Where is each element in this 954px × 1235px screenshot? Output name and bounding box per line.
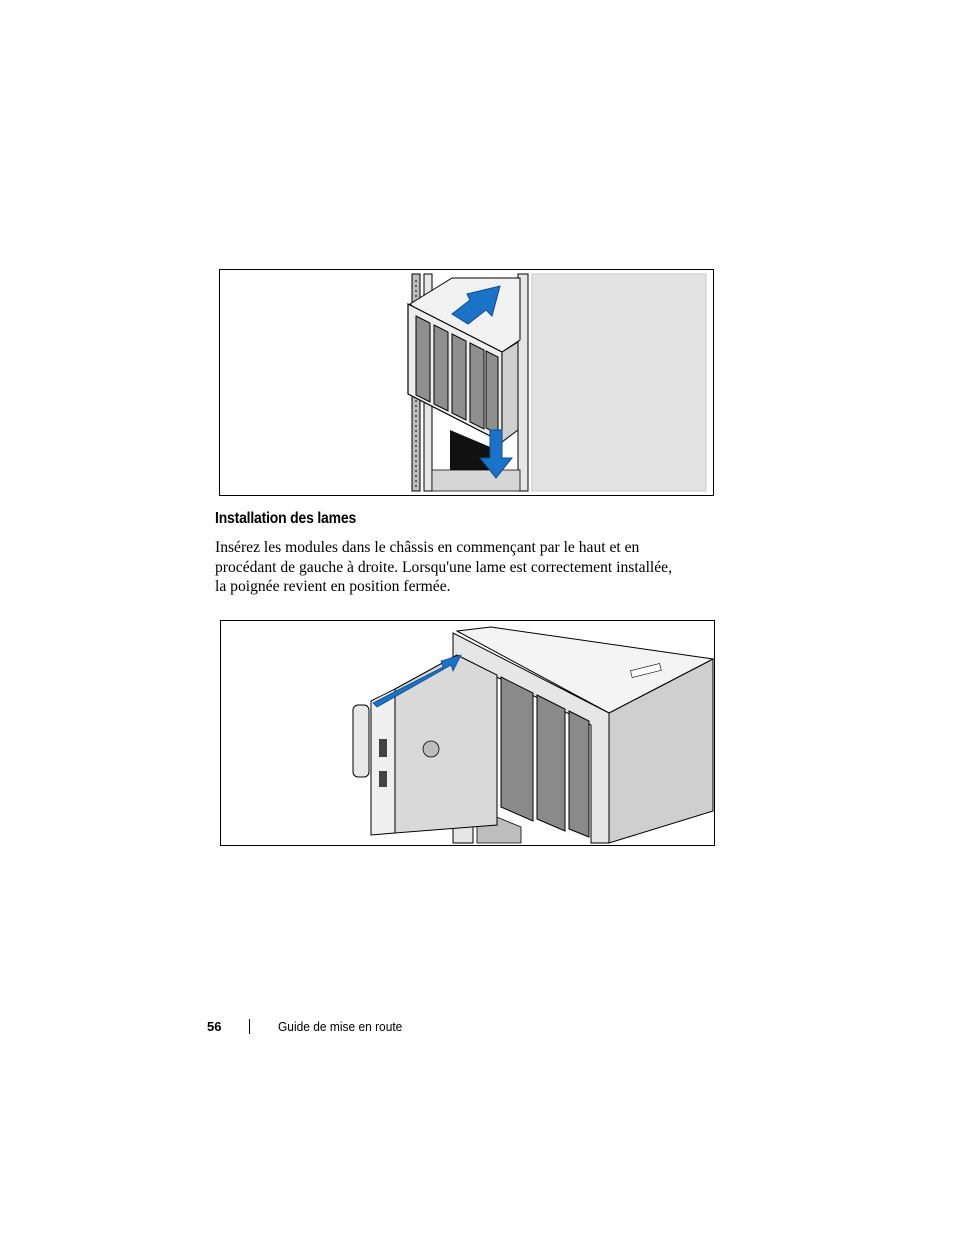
chassis-into-rack-illustration bbox=[219, 269, 714, 496]
footer-divider bbox=[249, 1019, 250, 1034]
blade-slot bbox=[537, 695, 565, 831]
chassis-rack-drawing bbox=[220, 270, 713, 495]
rack-side-panel bbox=[532, 274, 706, 491]
section-heading: Installation des lames bbox=[215, 510, 357, 527]
paragraph-line: Insérez les modules dans le châssis en commençant par le haut et en bbox=[215, 539, 640, 556]
blade-handle bbox=[353, 705, 369, 777]
blade-insertion-drawing bbox=[221, 621, 714, 845]
paragraph-line: la poignée revient en position fermée. bbox=[215, 578, 451, 595]
blade-slot bbox=[569, 711, 589, 837]
page-number: 56 bbox=[207, 1019, 222, 1034]
blade-slot bbox=[434, 325, 448, 411]
blade-insertion-illustration bbox=[220, 620, 715, 846]
blade-logo-badge bbox=[423, 741, 439, 757]
blade-slot bbox=[501, 677, 533, 821]
blade-module-front bbox=[371, 689, 395, 835]
blade-slot bbox=[452, 334, 466, 420]
blade-slot bbox=[416, 316, 430, 402]
blade-connector bbox=[379, 771, 387, 787]
blade-slot bbox=[486, 351, 498, 434]
rack-shelf bbox=[432, 470, 520, 491]
blade-connector bbox=[379, 739, 387, 757]
chassis-side bbox=[502, 342, 518, 442]
section-paragraph bbox=[215, 538, 715, 597]
blade-slot bbox=[470, 343, 484, 429]
blade-module-side bbox=[395, 655, 497, 833]
paragraph-line: procédant de gauche à droite. Lorsqu'une lame est correctement installée, bbox=[215, 558, 672, 576]
footer-title: Guide de mise en route bbox=[278, 1019, 403, 1034]
